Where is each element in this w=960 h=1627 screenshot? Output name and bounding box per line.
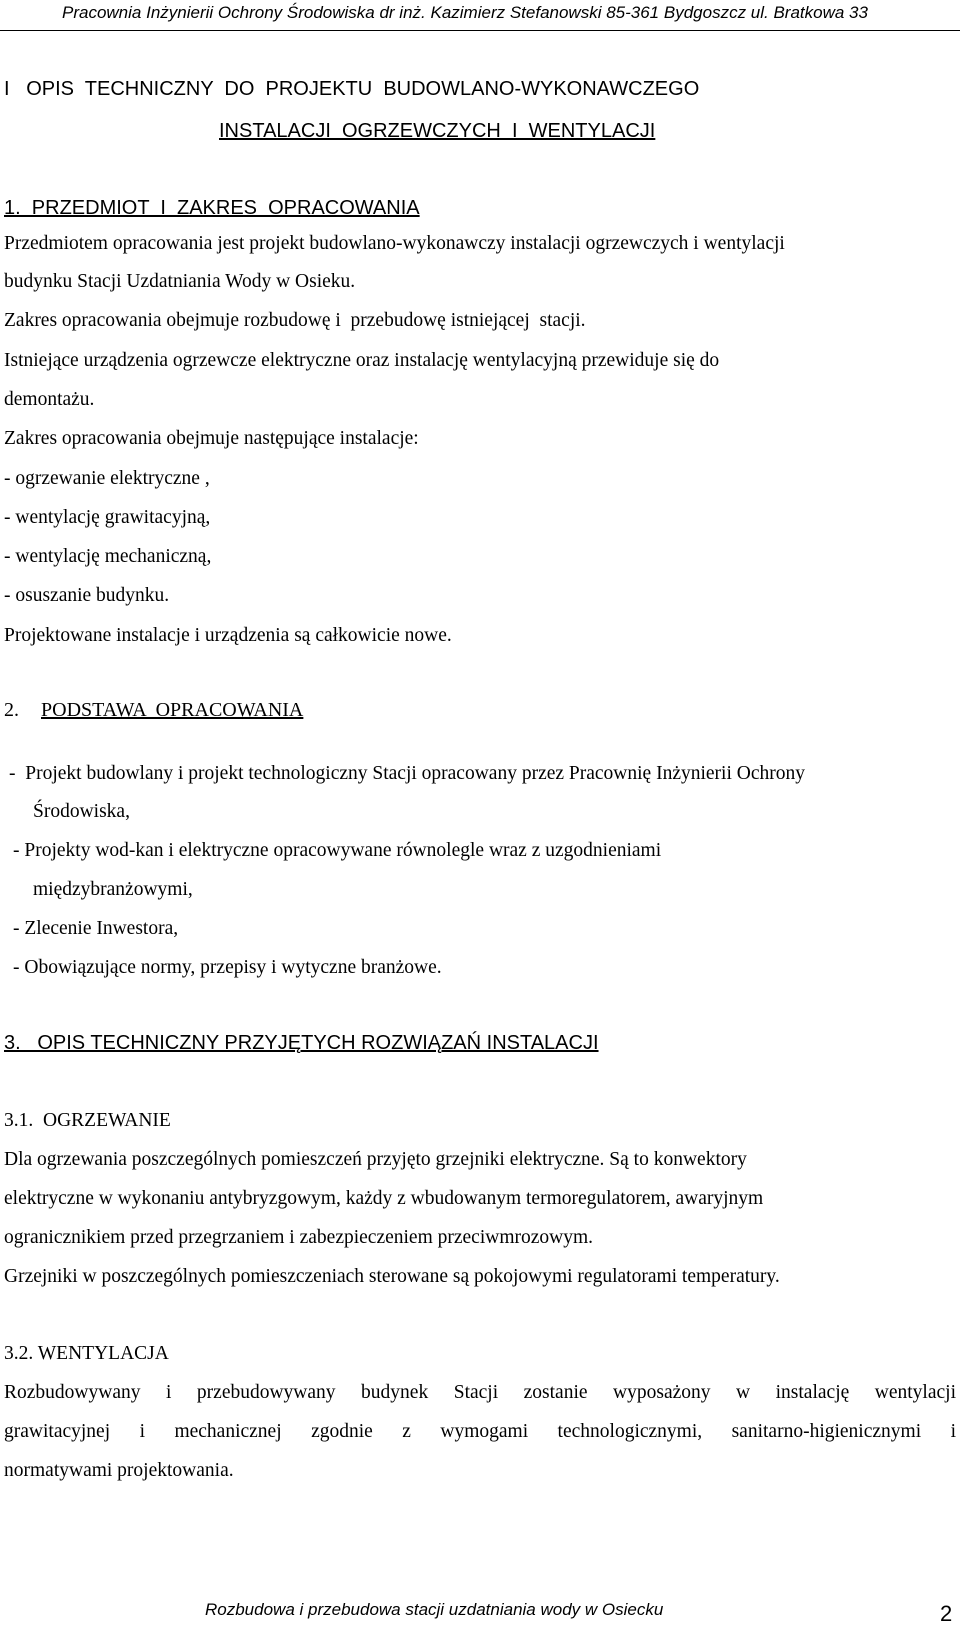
section2-number: 2. <box>4 699 19 721</box>
section1-paragraph1-line1: Przedmiotem opracowania jest projekt budowlano-wykonawczy instalacji ogrzewczych i wentylacji <box>4 233 785 254</box>
section1-heading: 1. PRZEDMIOT I ZAKRES OPRACOWANIA <box>4 197 420 219</box>
section1-paragraph3-line1: Istniejące urządzenia ogrzewcze elektryczne oraz instalację wentylacyjną przewiduje się do <box>4 350 720 371</box>
list-item: - wentylację mechaniczną, <box>4 546 212 567</box>
page-footer: Rozbudowa i przebudowa stacji uzdatniania wody w Osiecku <box>205 1600 664 1619</box>
document-title-line2: INSTALACJI OGRZEWCZYCH I WENTYLACJI <box>219 120 656 142</box>
section3-2-heading: 3.2. WENTYLACJA <box>4 1343 169 1364</box>
section2-bullet2-line1: - Projekty wod-kan i elektryczne opracowywane równolegle wraz z uzgodnieniami <box>13 840 662 861</box>
list-item: - wentylację grawitacyjną, <box>4 507 211 528</box>
section1-paragraph5: Projektowane instalacje i urządzenia są całkowicie nowe. <box>4 625 452 646</box>
document-title-line1: I OPIS TECHNICZNY DO PROJEKTU BUDOWLANO-WYKONAWCZEGO <box>4 78 700 100</box>
page-number: 2 <box>940 1601 953 1626</box>
section1-paragraph3-line2: demontażu. <box>4 389 95 410</box>
section3-2-line3: normatywami projektowania. <box>4 1460 234 1481</box>
section2-bullet4: - Obowiązujące normy, przepisy i wytyczne branżowe. <box>13 957 442 978</box>
list-item: - osuszanie budynku. <box>4 585 170 606</box>
section3-1-line4: Grzejniki w poszczególnych pomieszczeniach sterowane są pokojowymi regulatorami temperatury. <box>4 1266 780 1287</box>
section1-paragraph1-line2: budynku Stacji Uzdatniania Wody w Osieku. <box>4 271 356 292</box>
section1-paragraph4: Zakres opracowania obejmuje następujące instalacje: <box>4 428 419 449</box>
section3-1-line1: Dla ogrzewania poszczególnych pomieszczeń przyjęto grzejniki elektryczne. Są to konwektory <box>4 1149 747 1170</box>
section2-bullet1-line2: Środowiska, <box>33 801 130 822</box>
section3-2-line1: Rozbudowywany i przebudowywany budynek Stacji zostanie wyposażony w instalację wentylacji <box>4 1382 956 1403</box>
section3-1-heading: 3.1. OGRZEWANIE <box>4 1110 171 1131</box>
section2-bullet2-line2: międzybranżowymi, <box>33 879 193 900</box>
page-header: Pracownia Inżynierii Ochrony Środowiska dr inż. Kazimierz Stefanowski 85-361 Bydgoszcz ul. Bratkowa 33 <box>62 3 868 22</box>
section3-2-line2: grawitacyjnej i mechanicznej zgodnie z wymogami technologicznymi, sanitarno-higienicznymi i <box>4 1421 956 1442</box>
section3-1-line3: ogranicznikiem przed przegrzaniem i zabezpieczeniem przeciwmrozowym. <box>4 1227 594 1248</box>
header-rule <box>0 30 960 31</box>
section2-bullet3: - Zlecenie Inwestora, <box>13 918 179 939</box>
section3-1-line2: elektryczne w wykonaniu antybryzgowym, każdy z wbudowanym termoregulatorem, awaryjnym <box>4 1188 764 1209</box>
section2-heading: PODSTAWA OPRACOWANIA <box>41 699 304 721</box>
list-item: - ogrzewanie elektryczne , <box>4 468 210 489</box>
section1-paragraph2: Zakres opracowania obejmuje rozbudowę i przebudowę istniejącej stacji. <box>4 310 586 331</box>
section3-heading: 3. OPIS TECHNICZNY PRZYJĘTYCH ROZWIĄZAŃ INSTALACJI <box>4 1032 599 1054</box>
section2-bullet1-line1: - Projekt budowlany i projekt technologiczny Stacji opracowany przez Pracownię Inżynierii Ochrony <box>9 763 805 784</box>
